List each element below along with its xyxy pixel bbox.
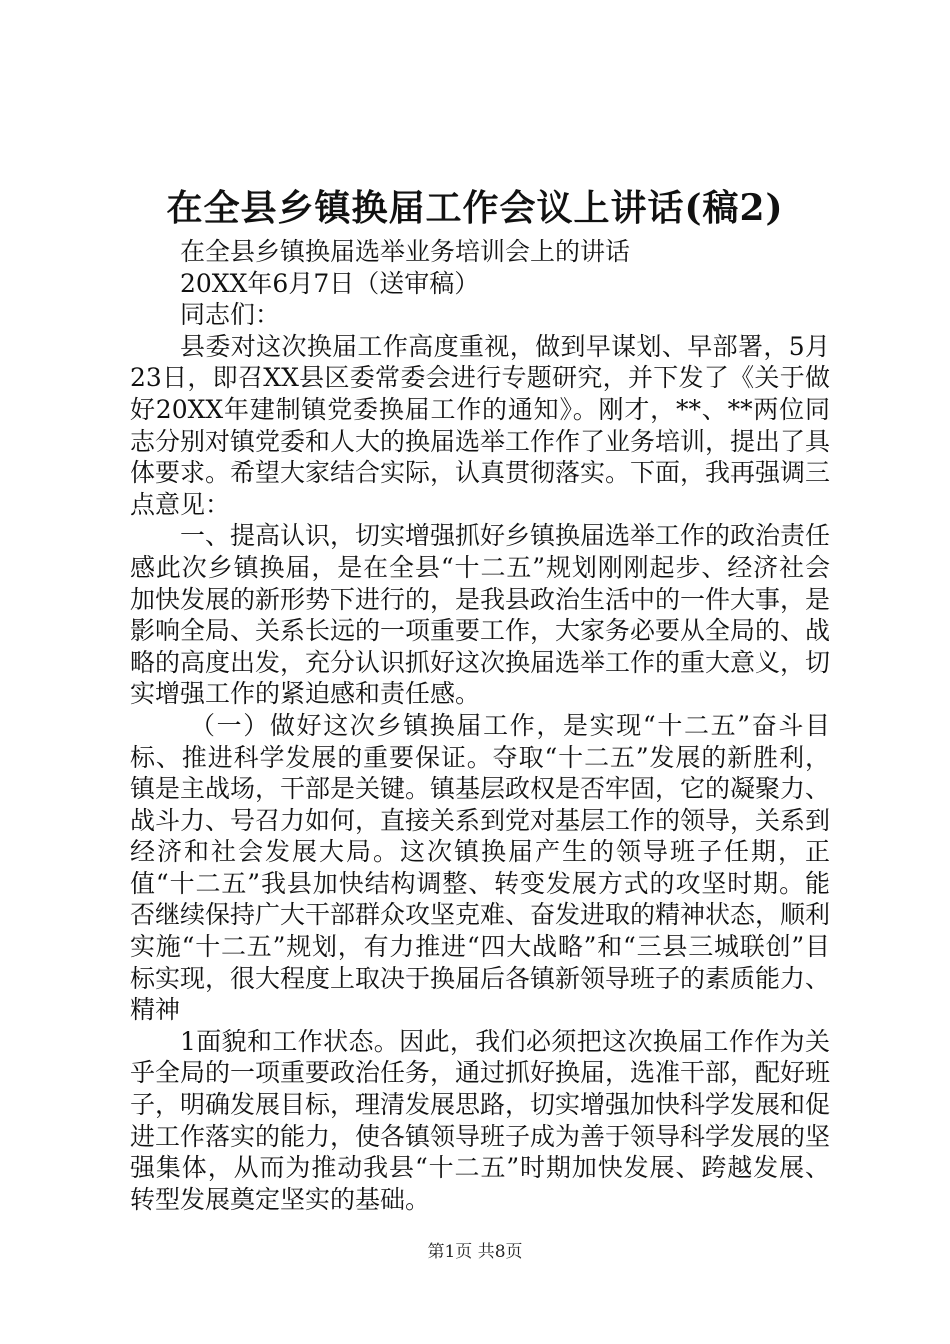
- paragraph: 县委对这次换届工作高度重视，做到早谋划、早部署，5月23日，即召XX县区委常委会进行专题研究，并下发了《关于做好20XX年建制镇党委换届工作的通知》。刚才，**、**两位同志分别对镇党委和人大的换届选举工作作了业务培训，提出了具体要求。希望大家结合实际，认真贯彻落实。下面，我再强调三点意见：: [130, 331, 831, 519]
- paragraph: （一）做好这次乡镇换届工作，是实现“十二五”奋斗目标、推进科学发展的重要保证。夺取“十二五”发展的新胜利，镇是主战场，干部是关键。镇基层政权是否牢固，它的凝聚力、战斗力、号召力如何，直接关系到党对基层工作的领导，关系到经济和社会发展大局。这次镇换届产生的领导班子任期，正值“十二五”我县加快结构调整、转变发展方式的攻坚时期。能否继续保持广大干部群众攻坚克难、奋发进取的精神状态，顺利实施“十二五”规划，有力推进“四大战略”和“三县三城联创”目标实现，很大程度上取决于换届后各镇新领导班子的素质能力、精神: [130, 710, 831, 1025]
- page-footer: 第1页 共8页: [427, 1242, 523, 1262]
- document-body: [130, 236, 830, 1215]
- paragraph: 一、提高认识，切实增强抓好乡镇换届选举工作的政治责任感此次乡镇换届，是在全县“十二五”规划刚刚起步、经济社会加快发展的新形势下进行的，是我县政治生活中的一件大事，是影响全局、关系长远的一项重要工作，大家务必要从全局的、战略的高度出发，充分认识抓好这次换届选举工作的重大意义，切实增强工作的紧迫感和责任感。: [130, 521, 831, 709]
- salutation: 同志们：: [180, 300, 281, 330]
- date-line: 20XX年6月7日（送审稿）: [180, 268, 480, 298]
- paragraph: 1面貌和工作状态。因此，我们必须把这次换届工作作为关乎全局的一项重要政治任务，通过抓好换届，选准干部，配好班子，明确发展目标，理清发展思路，切实增强加快科学发展和促进工作落实的能力，使各镇领导班子成为善于领导科学发展的坚强集体，从而为推动我县“十二五”时期加快发展、跨越发展、转型发展奠定坚实的基础。: [130, 1026, 831, 1214]
- speech-subtitle: 在全县乡镇换届选举业务培训会上的讲话: [180, 237, 631, 266]
- document-title: 在全县乡镇换届工作会议上讲话(稿2): [166, 187, 784, 229]
